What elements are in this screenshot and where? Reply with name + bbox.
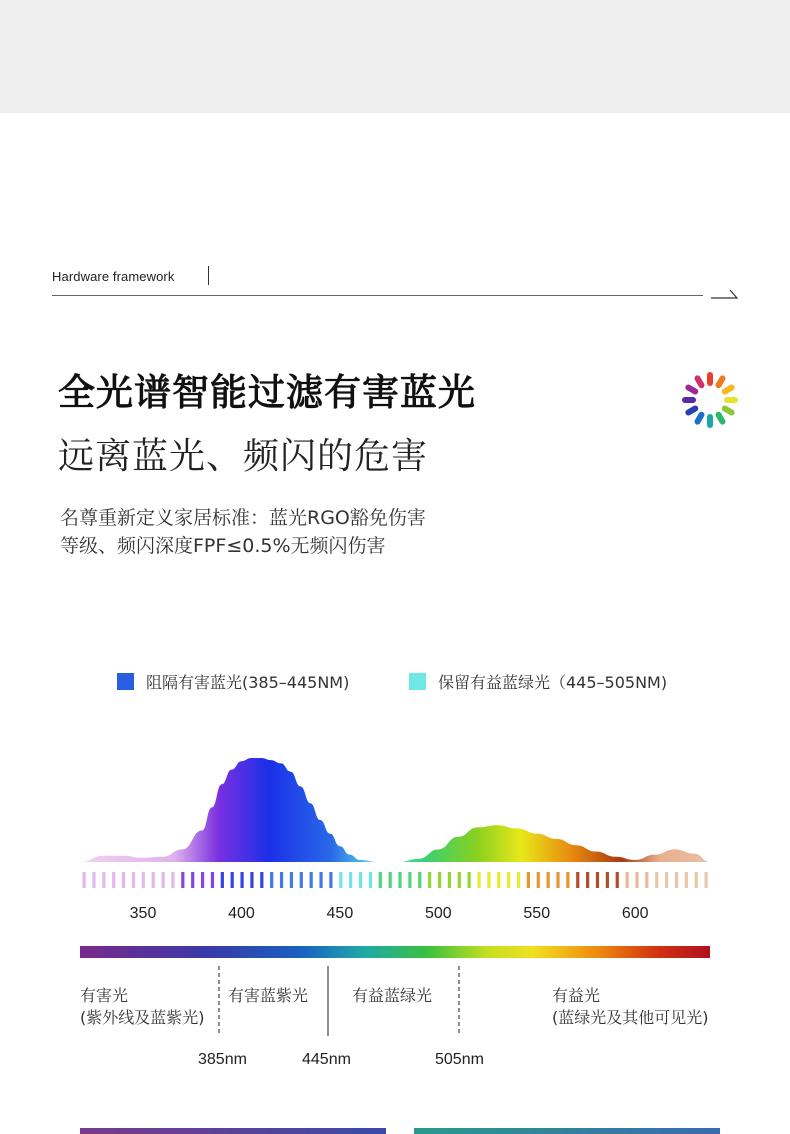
region-harmful-line1: 有害光 xyxy=(80,986,129,1005)
spectrum-tick-bar xyxy=(497,872,500,888)
x-tick-label: 450 xyxy=(326,905,354,922)
wheel-segment xyxy=(693,374,705,389)
spectrum-tick-bar xyxy=(408,872,411,888)
spectrum-tick-bar xyxy=(655,872,658,888)
spectrum-tick-bar xyxy=(675,872,678,888)
x-tick-label: 500 xyxy=(424,905,452,922)
spectrum-tick-bar xyxy=(586,872,589,888)
spectrum-tick-bar xyxy=(665,872,668,888)
spectrum-tick-bar xyxy=(231,872,234,888)
top-band xyxy=(0,0,790,113)
spectrum-tick-bar xyxy=(635,872,638,888)
spectrum-tick-bar xyxy=(448,872,451,888)
wheel-segment xyxy=(693,411,705,426)
header-rule xyxy=(52,295,703,296)
boundary-label-385: 385nm xyxy=(198,1051,247,1068)
color-wheel-icon xyxy=(678,368,742,432)
wheel-segment xyxy=(684,404,699,416)
spectrum-tick-bar xyxy=(369,872,372,888)
spectrum-tick-bar xyxy=(329,872,332,888)
region-label-beneficial-blue-green xyxy=(352,985,432,1007)
wheel-segment xyxy=(707,372,713,386)
spectrum-tick-bar xyxy=(487,872,490,888)
spectrum-tick-bar xyxy=(142,872,145,888)
spectrum-tick-bar xyxy=(191,872,194,888)
full-spectrum-bar xyxy=(80,946,710,958)
spectrum-tick-bar xyxy=(290,872,293,888)
spectrum-tick-bar xyxy=(161,872,164,888)
wheel-segment xyxy=(721,383,736,395)
spectrum-tick-bar xyxy=(349,872,352,888)
wheel-segment xyxy=(682,397,696,403)
eyebrow-divider xyxy=(208,266,209,285)
spectrum-tick-bar xyxy=(616,872,619,888)
spectrum-tick-bar xyxy=(477,872,480,888)
spectrum-tick-bar xyxy=(270,872,273,888)
x-tick-label: 400 xyxy=(228,905,255,922)
x-tick-label: 550 xyxy=(523,905,551,922)
spectrum-tick-bar xyxy=(92,872,95,888)
spectrum-chart xyxy=(0,740,790,1090)
wheel-segment xyxy=(714,411,726,426)
x-tick-label: 350 xyxy=(129,905,157,922)
region-harmful-line2: (紫外线及蓝紫光) xyxy=(80,1008,205,1027)
spectrum-tick-bar xyxy=(389,872,392,888)
spectrum-tick-bar xyxy=(507,872,510,888)
spectrum-tick-bar xyxy=(300,872,303,888)
spectrum-tick-bar xyxy=(339,872,342,888)
legend-item-beneficial xyxy=(409,671,667,691)
spectrum-tick-bar xyxy=(705,872,708,888)
spectrum-tick-bar xyxy=(83,872,86,888)
spectrum-tick-bar xyxy=(280,872,283,888)
description-line-2: 等级、频闪深度FPF≤0.5%无频闪伤害 xyxy=(60,535,386,557)
spectrum-tick-bar xyxy=(379,872,382,888)
spectrum-tick-bar xyxy=(537,872,540,888)
wheel-segment xyxy=(707,414,713,428)
region-label-harmful xyxy=(80,985,205,1029)
region-blue-green-line1: 有益蓝绿光 xyxy=(352,986,433,1005)
region-label-beneficial xyxy=(552,985,709,1029)
spectrum-tick-bar xyxy=(102,872,105,888)
bottom-bar-right xyxy=(414,1128,720,1134)
spectrum-tick-bar xyxy=(211,872,214,888)
region-label-harmful-blue-violet xyxy=(228,985,308,1007)
wheel-segment xyxy=(714,374,726,389)
arrow-right-icon[interactable] xyxy=(711,285,741,299)
spectrum-tick-bar xyxy=(695,872,698,888)
spectrum-tick-bar xyxy=(458,872,461,888)
wheel-segment xyxy=(724,397,738,403)
spectrum-tick-bar xyxy=(685,872,688,888)
spectrum-tick-bar xyxy=(250,872,253,888)
spectrum-tick-bar xyxy=(418,872,421,888)
spectrum-tick-bar xyxy=(645,872,648,888)
region-blue-violet-line1: 有害蓝紫光 xyxy=(228,986,309,1005)
section-eyebrow: Hardware framework xyxy=(52,269,175,284)
legend-swatch-beneficial xyxy=(409,673,426,690)
region-beneficial-line1: 有益光 xyxy=(552,986,601,1005)
legend-item-harmful xyxy=(117,671,349,691)
spectrum-tick-bar xyxy=(438,872,441,888)
legend-label-beneficial: 保留有益蓝绿光（445–505NM) xyxy=(438,672,668,692)
description-line-1: 名尊重新定义家居标准：蓝光RGO豁免伤害 xyxy=(60,507,426,529)
spectrum-tick-bar xyxy=(171,872,174,888)
spectrum-tick-bar xyxy=(260,872,263,888)
spectrum-tick-bar xyxy=(468,872,471,888)
spectrum-tick-bar xyxy=(576,872,579,888)
spectrum-tick-bar xyxy=(547,872,550,888)
page-title: 全光谱智能过滤有害蓝光 xyxy=(58,371,476,414)
spectrum-tick-bar xyxy=(606,872,609,888)
spectrum-tick-bar xyxy=(240,872,243,888)
region-beneficial-line2: (蓝绿光及其他可见光) xyxy=(552,1008,709,1027)
spectrum-tick-bar xyxy=(517,872,520,888)
boundary-label-505: 505nm xyxy=(435,1051,484,1068)
spectrum-tick-bar xyxy=(122,872,125,888)
spectrum-tick-bar xyxy=(152,872,155,888)
bottom-bar-left xyxy=(80,1128,386,1134)
spectrum-tick-bar xyxy=(221,872,224,888)
legend-label-harmful: 阻隔有害蓝光(385–445NM) xyxy=(146,672,350,692)
spectrum-tick-bar xyxy=(428,872,431,888)
spectrum-tick-bar xyxy=(398,872,401,888)
spectrum-tick-bar xyxy=(310,872,313,888)
page-subtitle: 远离蓝光、频闪的危害 xyxy=(58,436,429,477)
spectrum-tick-bar xyxy=(359,872,362,888)
spectrum-tick-bar xyxy=(596,872,599,888)
spectrum-tick-bar xyxy=(112,872,115,888)
spectrum-tick-bar xyxy=(527,872,530,888)
x-tick-label: 600 xyxy=(621,905,649,922)
spectrum-area xyxy=(80,758,710,862)
spectrum-tick-bar xyxy=(319,872,322,888)
boundary-label-445: 445nm xyxy=(302,1051,351,1068)
legend-swatch-harmful xyxy=(117,673,134,690)
spectrum-tick-bar xyxy=(566,872,569,888)
spectrum-tick-bar xyxy=(201,872,204,888)
wheel-segment xyxy=(684,383,699,395)
spectrum-tick-bar xyxy=(132,872,135,888)
spectrum-tick-bar xyxy=(181,872,184,888)
spectrum-tick-bar xyxy=(626,872,629,888)
wheel-segment xyxy=(721,404,736,416)
spectrum-tick-bar xyxy=(556,872,559,888)
